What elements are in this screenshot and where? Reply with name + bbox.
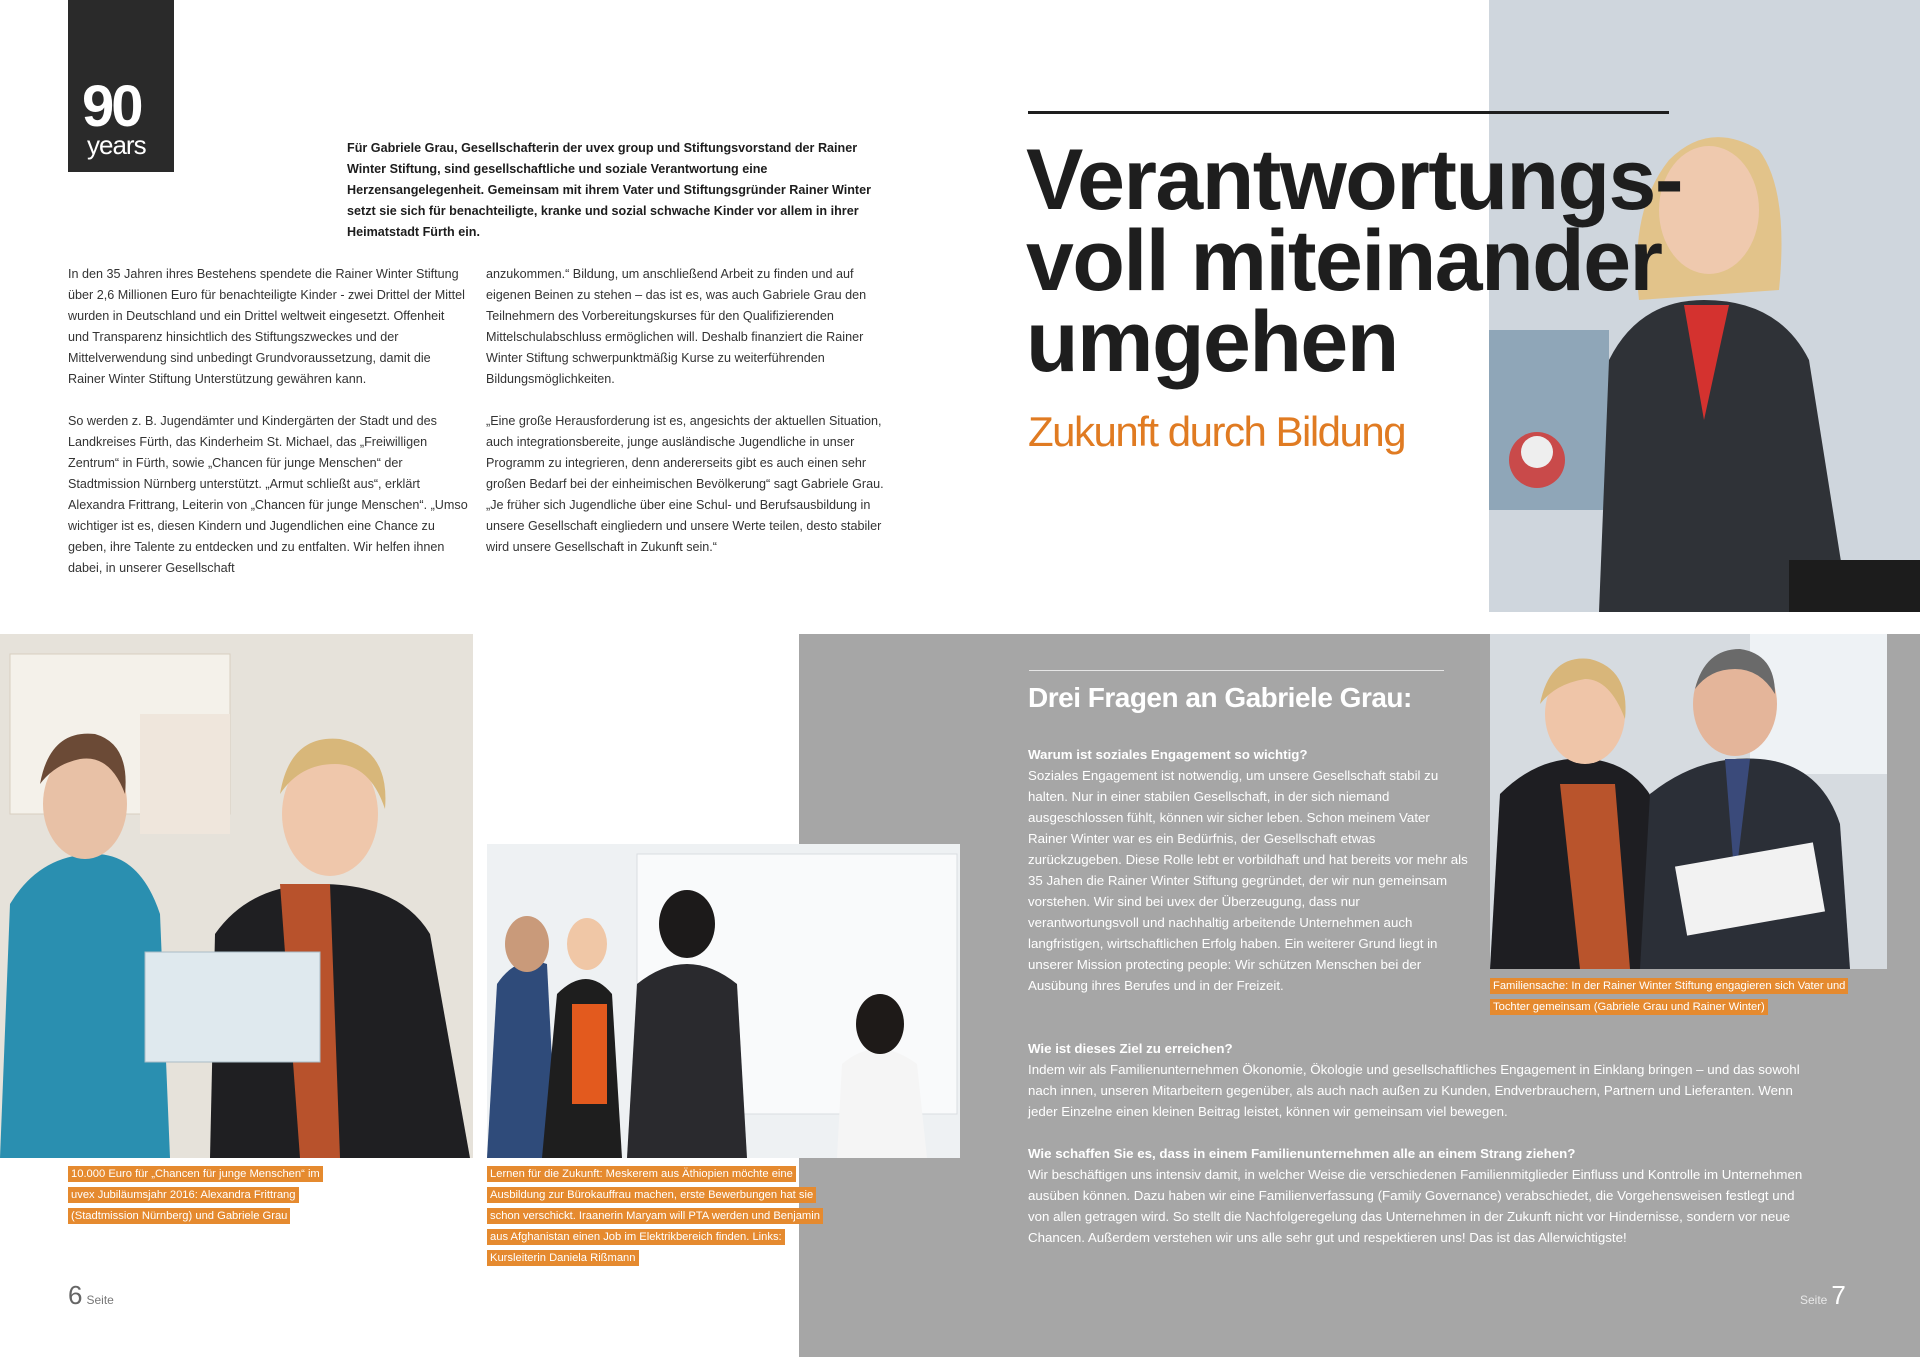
badge-number: 90	[82, 74, 141, 139]
body-paragraph: So werden z. B. Jugendämter und Kindergärten der Stadt und des Landkreises Fürth, das Kinderheim St. Michael, das „Freiwilligen Zentrum“ in Fürth, sowie „Chancen für junge Menschen“ der Stadtmission Nürnberg unterstützt. „Armut schließt aus“, erklärt Alexandra Frittrang, Leiterin von „Chancen für junge Menschen“. „Umso wichtiger ist es, diesen Kindern und Jugendlichen eine Chance zu geben, ihre Talente zu entdecken und zu entfalten. Wir helfen ihnen dabei, in unserer Gesellschaft	[68, 414, 468, 575]
body-paragraph: „Eine große Herausforderung ist es, angesichts der aktuellen Situation, auch integrationsbereite, junge ausländische Jugendliche in unser Programm zu integrieren, denn andererseits gibt es auch einen sehr großen Bedarf bei der einheimischen Bevölkerung“ sagt Gabriele Grau. „Je früher sich Jugendliche über eine Schul- und Berufsausbildung in unsere Gesellschaft eingliedern und unsere Werte teilen, desto stabiler wird unsere Gesellschaft in Zukunft sein.“	[486, 414, 884, 554]
question-answer: Indem wir als Familienunternehmen Ökonomie, Ökologie und gesellschaftliches Engagement in Einklang bringen – und das sowohl nach innen, unseren Mitarbeitern gegenüber, als auch nach außen zu Kunden, Endverbrauchern, Partnern und Lieferanten. Wenn jeder Einzelne einen kleinen Beitrag leistet, können wir gemeinsam viel bewegen.	[1028, 1062, 1800, 1119]
intro-paragraph: Für Gabriele Grau, Gesellschafterin der uvex group und Stiftungsvorstand der Rainer Winter Stiftung, sind gesellschaftliche und soziale Verantwortung eine Herzensangelegenheit. Gemeinsam mit ihrem Vater und Stiftungsgründer Rainer Winter setzt sie sich für benachteiligte, kranke und sozial schwache Kinder vor allem in ihrer Heimatstadt Fürth ein.	[347, 141, 872, 239]
caption-text: 10.000 Euro für „Chancen für junge Menschen“ im uvex Jubiläumsjahr 2016: Alexandra Frittrang (Stadtmission Nürnberg) und Gabriele Grau	[68, 1166, 323, 1224]
page-number: 6	[68, 1280, 83, 1310]
page-number: 7	[1831, 1280, 1846, 1310]
duo-illustration	[1490, 634, 1887, 969]
body-paragraph: anzukommen.“ Bildung, um anschließend Arbeit zu finden und auf eigenen Beinen zu stehen – das ist es, was auch Gabriele Grau den Teilnehmern des Vorbereitungskurses für den Qualifizierenden Mittelschulabschluss ermöglichen will. Deshalb finanziert die Rainer Winter Stiftung schwerpunktmäßig Kurse zu weiterführenden Bildungsmöglichkeiten.	[486, 267, 867, 386]
page-number-right	[1800, 1280, 1846, 1311]
caption-text: Familiensache: In der Rainer Winter Stiftung engagieren sich Vater und Tochter gemeinsam (Gabriele Grau und Rainer Winter)	[1490, 978, 1848, 1015]
photo-classroom	[487, 844, 960, 1158]
body-paragraph: In den 35 Jahren ihres Bestehens spendete die Rainer Winter Stiftung über 2,6 Millionen Euro für benachteiligte Kinder - zwei Drittel der Mittel wurden in Deutschland und ein Drittel weltweit eingesetzt. Offenheit und Transparenz hinsichtlich des Stiftungszweckes und der Mittelverwendung sind unbedingt Grundvoraussetzung, damit die Rainer Winter Stiftung Unterstützung gewähren kann.	[68, 267, 465, 386]
headline	[1026, 132, 1726, 390]
page-number-left	[68, 1280, 114, 1311]
photo-father-daughter	[1490, 634, 1887, 969]
caption-cheque-photo	[68, 1164, 338, 1227]
headline-line: voll miteinander	[1026, 213, 1662, 309]
subheadline: Zukunft durch Bildung	[1028, 408, 1406, 455]
badge-label: years	[87, 130, 146, 160]
page-label: Seite	[86, 1293, 114, 1307]
question-answer: Wir beschäftigen uns intensiv damit, in welcher Weise die verschiedenen Familienmitglieder Einfluss und Kontrolle im Unternehmen ausüben können. Dazu haben wir eine Familienverfassung (Family Governance) verabschiedet, die Vorgehensweisen festlegt und von allen getragen wird. So stellt die Nachfolgeregelung das Unternehmen in der Zukunft nicht vor Hindernisse, sondern vor neue Chancen. Außerdem verstehen wir uns alle sehr gut und respektieren uns! Das ist das Allerwichtigste!	[1028, 1167, 1803, 1245]
question-1	[1028, 744, 1470, 996]
cheque-illustration	[0, 634, 473, 1158]
caption-duo-photo	[1490, 976, 1870, 1018]
question-heading: Warum ist soziales Engagement so wichtig?	[1028, 747, 1308, 762]
page-label: Seite	[1800, 1293, 1828, 1307]
photo-cheque-handover	[0, 634, 473, 1158]
questions-title: Drei Fragen an Gabriele Grau:	[1028, 682, 1412, 713]
question-2	[1028, 1038, 1818, 1122]
anniversary-badge	[68, 0, 174, 172]
question-answer: Soziales Engagement ist notwendig, um unsere Gesellschaft stabil zu halten. Nur in einer stabilen Gesellschaft, in der sich niemand ausgeschlossen fühlt, können wir sicher leben. Schon meinem Vater Rainer Winter war es ein Bedürfnis, der Gesellschaft etwas zurückzugeben. Diese Rolle lebt er vorbildhaft und hat bereits vor mehr als 35 Jahen die Rainer Winter Stiftung gegründet, der wir nun gemeinsam vorstehen. Wir sind bei uvex der Überzeugung, dass nur verantwortungsvoll und nachhaltig arbeitende Unternehmen auch langfristigen, wirtschaftlichen Erfolg haben. Ein weiterer Grund liegt in unserer Mission protecting people: Wir schützen Menschen bei der Ausübung ihres Berufes und in der Freizeit.	[1028, 768, 1468, 993]
question-heading: Wie schaffen Sie es, dass in einem Familienunternehmen alle an einem Strang ziehen?	[1028, 1146, 1576, 1161]
questions-rule	[1029, 670, 1444, 671]
body-column-2	[486, 264, 886, 579]
caption-text: Lernen für die Zukunft: Meskerem aus Äthiopien möchte eine Ausbildung zur Bürokauffrau machen, erste Bewerbungen hat sie schon verschickt. Iraanerin Maryam will PTA werden und Benjamin aus Afghanistan einen Job im Elektrikbereich finden. Links: Kursleiterin Daniela Rißmann	[487, 1166, 823, 1266]
headline-line: umgehen	[1026, 294, 1398, 390]
caption-classroom-photo	[487, 1164, 837, 1269]
body-column-1	[68, 264, 468, 600]
question-3	[1028, 1143, 1818, 1248]
classroom-illustration	[487, 844, 960, 1158]
headline-line: Verantwortungs-	[1026, 132, 1683, 228]
question-heading: Wie ist dieses Ziel zu erreichen?	[1028, 1041, 1233, 1056]
headline-rule	[1028, 111, 1669, 114]
